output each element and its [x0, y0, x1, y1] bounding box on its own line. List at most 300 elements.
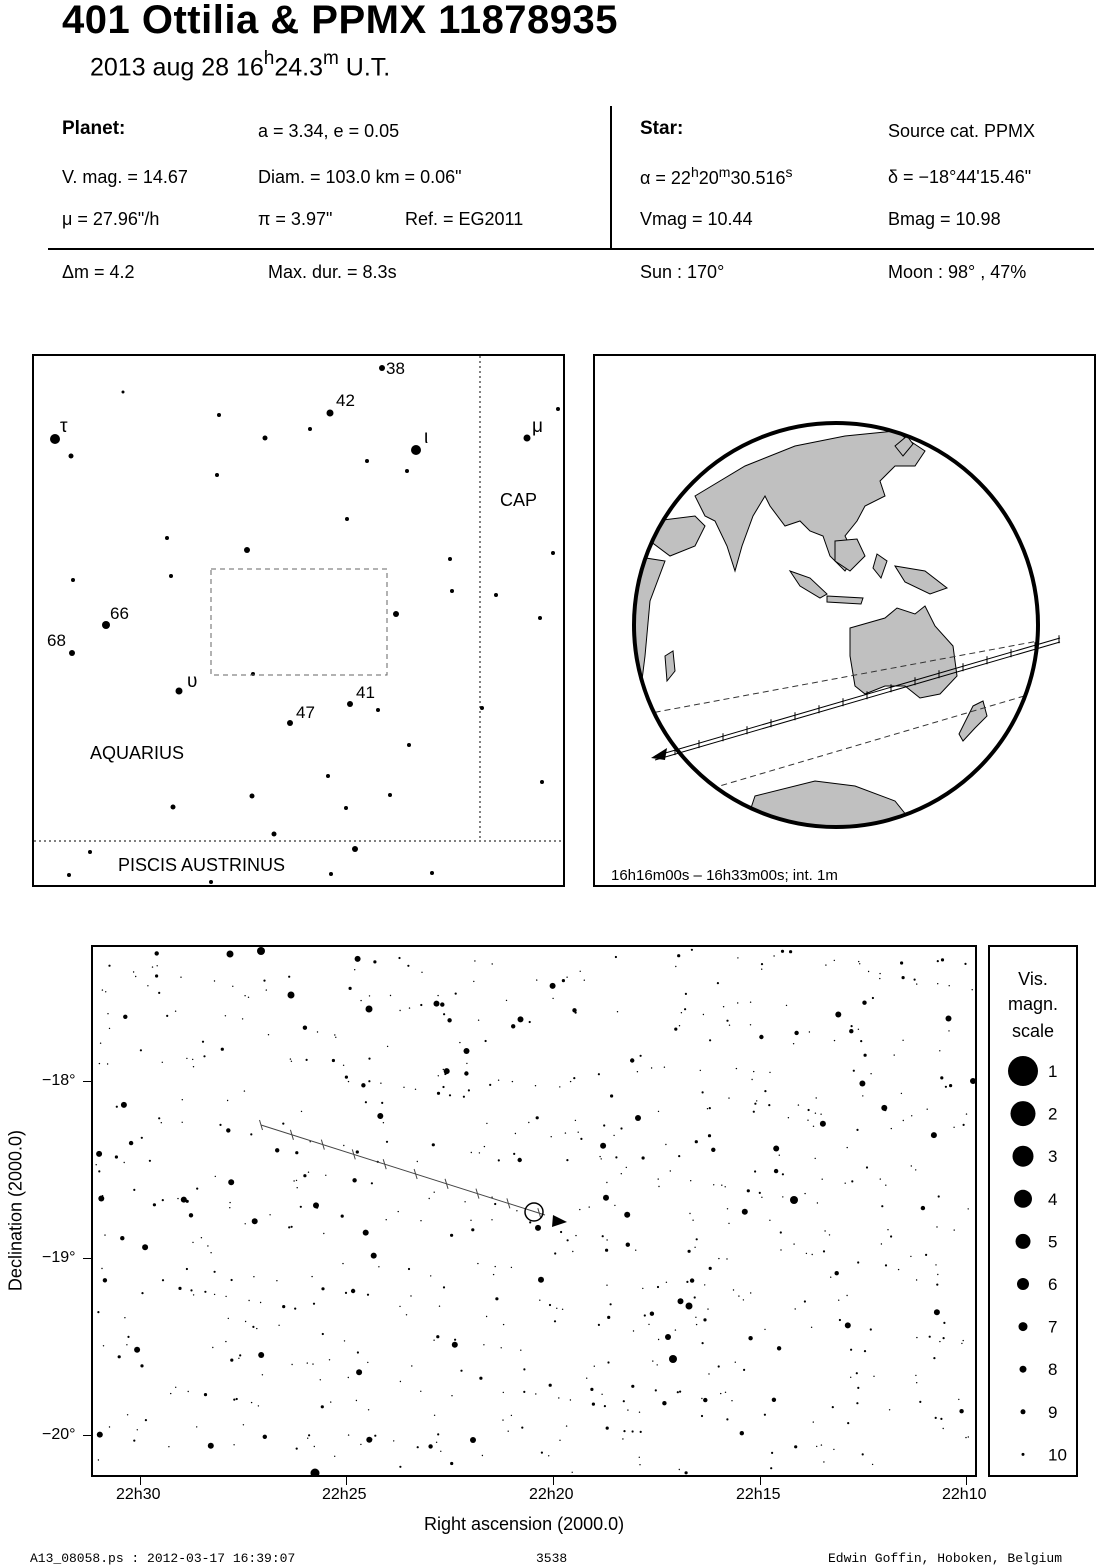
chart-star [606, 1427, 609, 1430]
finder-star [250, 794, 255, 799]
chart-star [764, 1414, 766, 1416]
chart-star [356, 1369, 362, 1375]
chart-star [536, 979, 537, 980]
chart-star [839, 1319, 841, 1321]
chart-star [332, 1059, 335, 1062]
chart-star [108, 965, 110, 967]
chart-star [838, 1300, 839, 1301]
chart-star [910, 1256, 911, 1257]
star-label-68: 68 [47, 631, 66, 650]
chart-star [813, 1421, 814, 1422]
chart-star [278, 1325, 279, 1326]
chart-star [393, 1440, 394, 1441]
chart-star [158, 992, 160, 994]
chart-star [621, 1173, 622, 1174]
chart-star [155, 974, 158, 977]
chart-star [177, 1198, 178, 1199]
star-chart [93, 947, 975, 1475]
chart-star [650, 1312, 654, 1316]
chart-star [857, 1261, 859, 1263]
chart-star [777, 1346, 781, 1350]
finder-star [448, 557, 452, 561]
x-tick-label: 22h30 [116, 1486, 161, 1503]
chart-star [535, 1225, 541, 1231]
chart-star [508, 1431, 509, 1432]
chart-star [294, 1308, 296, 1310]
chart-star [551, 1136, 552, 1137]
chart-star [141, 1292, 143, 1294]
chart-star [830, 1277, 831, 1278]
chart-star [263, 1435, 267, 1439]
chart-star [916, 983, 917, 984]
finder-star [215, 473, 219, 477]
chart-star [520, 1350, 521, 1351]
chart-star [598, 1073, 600, 1075]
chart-star [233, 1444, 234, 1445]
chart-star [297, 1187, 298, 1188]
chart-star [503, 1392, 504, 1393]
finder-star [209, 880, 213, 884]
chart-star [345, 1076, 348, 1079]
chart-star [761, 969, 762, 970]
chart-star [102, 1195, 103, 1196]
finder-star [169, 574, 173, 578]
chart-star [731, 1400, 732, 1401]
chart-star [816, 1097, 817, 1098]
chart-star [103, 1278, 107, 1282]
globe-time-caption: 16h16m00s – 16h33m00s; int. 1m [611, 867, 838, 884]
chart-star [846, 1295, 847, 1296]
legend-magnitude-label: 5 [1048, 1232, 1058, 1252]
chart-star [486, 1316, 487, 1317]
chart-star [153, 1203, 156, 1206]
globe-panel [593, 354, 1096, 887]
chart-star [232, 986, 233, 987]
chart-star [601, 1394, 602, 1395]
chart-star [696, 1238, 698, 1240]
chart-star [248, 997, 249, 998]
chart-star [916, 1382, 917, 1383]
chart-star [773, 1146, 779, 1152]
chart-star [133, 1189, 135, 1191]
chart-star [420, 1391, 421, 1392]
chart-star [610, 1303, 612, 1305]
chart-star [186, 1058, 187, 1059]
chart-star [832, 1406, 834, 1408]
finder-star [388, 793, 392, 797]
chart-star [701, 1398, 702, 1399]
chart-star [123, 1015, 127, 1019]
chart-star [429, 1198, 430, 1199]
chart-star [486, 1123, 487, 1124]
chart-star [269, 1214, 270, 1215]
chart-star [881, 1243, 882, 1244]
chart-star [460, 1370, 462, 1372]
chart-star [124, 1162, 125, 1163]
detail-chart-outline [211, 569, 387, 675]
chart-star [607, 1361, 609, 1363]
chart-star [403, 1087, 404, 1088]
chart-star [700, 1070, 701, 1071]
chart-star [833, 1449, 834, 1450]
max-duration: Max. dur. = 8.3s [268, 262, 397, 282]
chart-star [949, 985, 950, 986]
chart-star [578, 1132, 579, 1133]
chart-star [410, 1295, 411, 1296]
chart-star [483, 1344, 484, 1345]
chart-star [178, 1287, 181, 1290]
chart-star [243, 1424, 244, 1425]
finder-star [327, 410, 334, 417]
chart-star [371, 1182, 373, 1184]
chart-star [623, 1400, 625, 1402]
chart-star [511, 1415, 512, 1416]
chart-star [541, 1452, 543, 1454]
chart-star [948, 1030, 949, 1031]
chart-star [233, 1399, 235, 1401]
chart-star [943, 1337, 945, 1339]
chart-star [665, 1144, 666, 1145]
chart-star [558, 1397, 559, 1398]
chart-star [256, 1328, 257, 1329]
chart-star [204, 1393, 207, 1396]
chart-star [208, 1443, 214, 1449]
chart-star [903, 1120, 904, 1121]
finder-star-field [50, 365, 560, 884]
chart-star [872, 997, 874, 999]
chart-star [444, 1068, 450, 1074]
chart-star [408, 1268, 410, 1270]
chart-star [268, 1034, 269, 1035]
finder-star [244, 547, 250, 553]
chart-star [420, 1220, 421, 1221]
chart-star [566, 977, 567, 978]
chart-star [914, 979, 916, 981]
chart-star [383, 1122, 384, 1123]
y-tick-label: −18° [42, 1072, 76, 1089]
legend-magnitude-label: 9 [1048, 1402, 1058, 1422]
chart-star [341, 1215, 344, 1218]
chart-star [349, 987, 352, 990]
chart-star [815, 1113, 816, 1114]
chart-star [356, 1150, 359, 1153]
finder-star [345, 517, 349, 521]
chart-star [575, 1235, 576, 1236]
chart-star [711, 1148, 715, 1152]
star-bmag: Bmag = 10.98 [888, 209, 1001, 229]
chart-star [856, 1129, 858, 1131]
chart-star [377, 1113, 383, 1119]
chart-star [761, 1197, 762, 1198]
chart-star [652, 1360, 653, 1361]
chart-star [794, 1031, 798, 1035]
chart-star [450, 1462, 453, 1465]
legend-title-line: scale [1011, 1021, 1055, 1041]
legend-magnitude-dot [1014, 1190, 1032, 1208]
chart-star [97, 1311, 99, 1313]
chart-star [925, 1254, 927, 1256]
chart-star [639, 1412, 640, 1413]
chart-star [228, 1179, 234, 1185]
chart-star [398, 957, 400, 959]
chart-star [118, 1355, 121, 1358]
chart-star [939, 1050, 940, 1051]
x-tick [760, 1477, 761, 1485]
chart-star [580, 1138, 582, 1140]
chart-star [549, 1384, 552, 1387]
chart-star [120, 1236, 124, 1240]
chart-star [438, 1075, 439, 1076]
chart-star [968, 1208, 969, 1209]
chart-star [761, 963, 763, 965]
chart-star [669, 1355, 677, 1363]
chart-star [301, 1111, 302, 1112]
chart-star [556, 1308, 557, 1309]
chart-star [665, 1334, 671, 1340]
chart-star [782, 1196, 783, 1197]
chart-star [140, 1364, 143, 1367]
chart-star [847, 1147, 848, 1148]
chart-star [348, 1081, 349, 1082]
chart-star [862, 1001, 866, 1005]
magnitude-legend-graphic [990, 947, 1076, 1475]
chart-star [795, 1308, 796, 1309]
chart-star [528, 1122, 529, 1123]
chart-star [477, 1263, 478, 1264]
chart-star [193, 1294, 194, 1295]
chart-star [870, 1073, 871, 1074]
chart-star [742, 1209, 748, 1215]
chart-star [464, 1201, 465, 1202]
chart-star [750, 1002, 751, 1003]
chart-star [880, 1178, 881, 1179]
chart-star [701, 1415, 703, 1417]
chart-star [664, 1067, 665, 1068]
chart-star [501, 1347, 502, 1348]
chart-star [335, 1037, 336, 1038]
chart-star [885, 1185, 886, 1186]
chart-star [175, 1011, 176, 1012]
chart-star [250, 1133, 252, 1135]
chart-star [433, 1340, 434, 1341]
chart-star [552, 998, 553, 999]
chart-star [105, 991, 106, 992]
chart-star [479, 1377, 482, 1380]
chart-star [201, 1237, 202, 1238]
chart-star [937, 1274, 938, 1275]
finder-star [540, 780, 544, 784]
chart-star [579, 1209, 580, 1210]
chart-star [104, 1234, 105, 1235]
chart-star [369, 995, 370, 996]
chart-star [720, 1393, 721, 1394]
finder-star [480, 706, 484, 710]
chart-star [175, 1387, 176, 1388]
chart-star [642, 1288, 643, 1289]
chart-star [484, 1146, 485, 1147]
star-delta: δ = −18°44'15.46" [888, 167, 1032, 187]
chart-star [245, 1321, 246, 1322]
chart-star [850, 1349, 852, 1351]
chart-star [927, 1109, 928, 1110]
finder-star [69, 650, 75, 656]
chart-star [868, 971, 869, 972]
chart-star [227, 1100, 228, 1101]
chart-star [627, 1409, 628, 1410]
chart-star [366, 1006, 373, 1013]
chart-star [887, 1229, 888, 1230]
chart-star [523, 1368, 525, 1370]
chart-star [449, 1094, 451, 1096]
chart-star [463, 1096, 465, 1098]
finder-star [88, 850, 92, 854]
chart-star [225, 1015, 226, 1016]
chart-star [439, 1306, 440, 1307]
chart-star [594, 1366, 595, 1367]
chart-star [355, 956, 361, 962]
chart-star [366, 1437, 372, 1443]
chart-star [812, 1254, 813, 1255]
chart-star [207, 1245, 208, 1246]
chart-star [815, 1158, 816, 1159]
legend-magnitude-dot [1022, 1453, 1025, 1456]
chart-star [363, 1230, 369, 1236]
chart-star [570, 1399, 571, 1400]
chart-star [921, 1206, 925, 1210]
chart-star [515, 1133, 516, 1134]
chart-star [679, 1391, 681, 1393]
chart-star [134, 1347, 140, 1353]
chart-star [606, 1285, 607, 1286]
chart-star [214, 980, 215, 981]
chart-star [961, 1343, 962, 1344]
chart-star [212, 1347, 213, 1348]
chart-star [282, 1305, 285, 1308]
chart-star [702, 1342, 704, 1344]
chart-star [482, 1455, 483, 1456]
chart-star [853, 1070, 855, 1072]
chart-star [101, 1268, 102, 1269]
x-tick-label: 22h20 [529, 1486, 574, 1503]
chart-star [529, 1021, 531, 1023]
chart-star [109, 1426, 110, 1427]
chart-star [548, 1455, 549, 1456]
chart-star [440, 1451, 441, 1452]
x-tick [553, 1477, 554, 1485]
chart-star [623, 1430, 625, 1432]
chart-star [769, 1072, 770, 1073]
chart-star [718, 1258, 719, 1259]
chart-star [849, 1029, 853, 1033]
chart-star [690, 1180, 691, 1181]
constellation-label-aquarius: AQUARIUS [90, 743, 185, 763]
star-label-47: 47 [296, 703, 315, 722]
chart-star [648, 1324, 649, 1325]
chart-star [858, 961, 859, 962]
chart-star [573, 1077, 575, 1079]
finder-star [551, 551, 555, 555]
chart-star [226, 1128, 230, 1132]
legend-magnitude-label: 7 [1048, 1317, 1058, 1337]
star-label-tau: τ [60, 416, 68, 437]
finder-star [326, 774, 330, 778]
chart-star [713, 1184, 714, 1185]
chart-star [468, 1089, 470, 1091]
chart-star [135, 976, 136, 977]
chart-star [864, 1054, 867, 1057]
chart-star [729, 1025, 730, 1026]
chart-star [161, 1122, 162, 1123]
chart-star [943, 1428, 944, 1429]
chart-star [373, 960, 376, 963]
chart-star [192, 1242, 193, 1243]
chart-star [954, 1229, 955, 1230]
chart-star [709, 1039, 711, 1041]
chart-star [536, 1116, 539, 1119]
chart-star [794, 1445, 797, 1448]
chart-star [107, 1013, 108, 1014]
chart-star [949, 1084, 952, 1087]
chart-star [916, 1337, 917, 1338]
chart-star [266, 989, 267, 990]
chart-star [503, 1324, 504, 1325]
chart-star [639, 1464, 640, 1465]
chart-star [604, 1405, 606, 1407]
chart-star [677, 954, 680, 957]
chart-star [260, 1302, 261, 1303]
chart-star [313, 1202, 319, 1208]
chart-star [321, 1405, 324, 1408]
chart-star [443, 1013, 445, 1015]
chart-star [736, 1068, 737, 1069]
chart-star [253, 1276, 254, 1277]
chart-star [845, 1322, 851, 1328]
chart-star [432, 1143, 435, 1146]
chart-star [98, 1459, 99, 1460]
chart-star [694, 1296, 696, 1298]
chart-star [916, 1279, 917, 1280]
chart-star [238, 1358, 239, 1359]
chart-star [764, 1329, 765, 1330]
chart-star [498, 1080, 499, 1081]
chart-star [898, 1269, 899, 1270]
chart-star [245, 1223, 246, 1224]
chart-star [727, 1208, 728, 1209]
finder-star [50, 434, 60, 444]
chart-star [635, 1250, 636, 1251]
chart-star [626, 1167, 627, 1168]
chart-star [721, 1185, 722, 1186]
chart-star [963, 1124, 965, 1126]
chart-star [635, 1115, 641, 1121]
chart-star [521, 1427, 523, 1429]
chart-star [329, 1359, 330, 1360]
chart-star [417, 1161, 418, 1162]
chart-star [147, 985, 148, 986]
legend-magnitude-label: 4 [1048, 1189, 1058, 1209]
chart-star [229, 1207, 230, 1208]
y-axis-title: Declination (2000.0) [5, 1129, 26, 1292]
chart-star [692, 1220, 693, 1221]
chart-star [186, 1268, 188, 1270]
star-source: Source cat. PPMX [888, 121, 1036, 141]
chart-star [357, 1351, 359, 1353]
chart-star [915, 1169, 916, 1170]
chart-star [311, 1469, 320, 1476]
chart-star [180, 977, 181, 978]
chart-star [474, 960, 475, 961]
chart-star [891, 1128, 892, 1129]
